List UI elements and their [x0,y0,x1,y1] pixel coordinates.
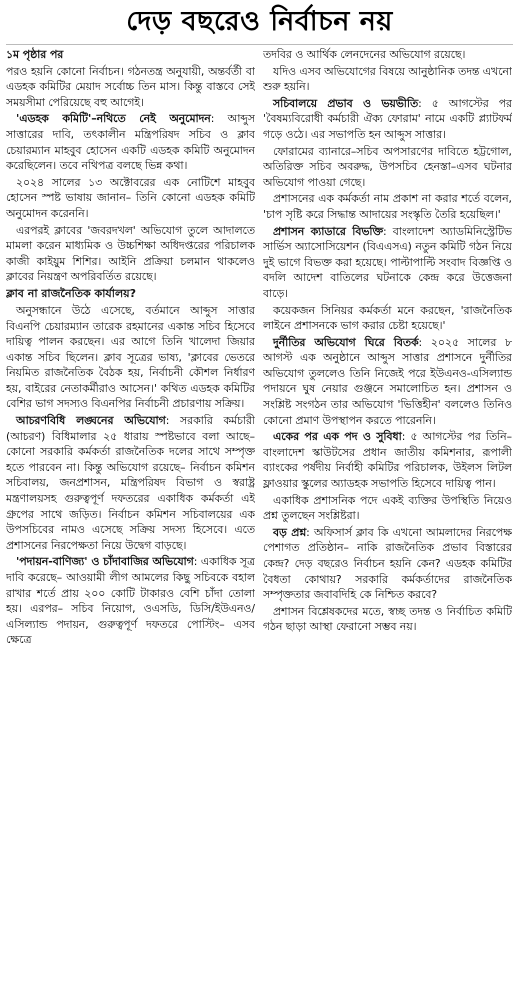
paragraph: পরও হয়নি কোনো নির্বাচন। গঠনতন্ত্র অনুযায়ী, অন্তর্বর্তী বা এডহক কমিটির মেয়াদ সর্বোচ্চ তিন মাস। কিন্তু বাস্তবে সেই সময়সীমা পেরিয়েছে বহু আগেই। [6,64,255,109]
paragraph [263,335,512,429]
article-columns [6,47,513,977]
paragraph: অনুসন্ধানে উঠে এসেছে, বর্তমানে আব্দুস সাত্তার বিএনপি চেয়ারম্যান তারেক রহমানের একান্ত সচিব হিসেবে দায়িত্ব পালন করছেন। এর আগে তিনি খালেদা জিয়ার একান্ত সচিব ছিলেন। ক্লাব সূত্রের ভাষ্য, 'ক্লাবের ভেতরে নিয়মিত রাজনৈতিক বৈঠক হয়, নির্বাচনী কৌশল নির্ধারণ হয়, বাইরের নেতাকর্মীরাও আসেন।' কথিত এডহক কমিটির বেশির ভাগ সদস্যও বিএনপির নির্বাচনী প্রচারণায় সক্রিয়। [6,303,255,411]
paragraph [6,554,255,648]
paragraph [6,413,255,553]
paragraph: প্রশাসন বিশ্লেষকদের মতে, স্বচ্ছ তদন্ত ও নির্বাচিত কমিটি গঠন ছাড়া আস্থা ফেরানো সম্ভব নয়। [263,604,512,634]
paragraph-text: : সরকারি কর্মচারী (আচরণ) বিধিমালার ২৫ ধারায় স্পষ্টভাবে বলা আছে– কোনো সরকারি কর্মকর্তা রাজনৈতিক দলের সাথে সম্পৃক্ত হতে পারবেন না। কিন্তু অভিযোগ রয়েছে– নির্বাচন কমিশন সচিবালয়, জনপ্রশাসন, মন্ত্রিপরিষদ বিভাগ ও স্বরাষ্ট্র মন্ত্রণালয়সহ গুরুত্বপূর্ণ দফতরের একাধিক কর্মকর্তা এই গ্রুপের সাথে জড়িত। নির্বাচন কমিশন সচিবালয়ের এক উপসচিবের নামও এসেছে সক্রিয় সদস্য হিসেবে। এতে প্রশাসনের নিরপেক্ষতা নিয়ে উদ্বেগ বাড়ছে। [6,414,255,552]
paragraph [263,525,512,603]
subheading: একের পর এক পদ ও সুবিধা [273,430,402,444]
right-column [263,47,512,977]
subheading: বড় প্রশ্ন [273,525,307,539]
left-column [6,47,255,977]
paragraph-text: : অফিসার্স ক্লাব কি এখনো আমলাদের নিরপেক্ষ পেশাগত প্রতিষ্ঠান– নাকি রাজনৈতিক প্রভাব বিস্তারের কেন্দ্র? দেড় বছরেও নির্বাচন হয়নি কেন? এডহক কমিটির বৈধতা কোথায়? সরকারি কর্মকর্তাদের রাজনৈতিক সম্পৃক্ততার জবাবদিহি কে নিশ্চিত করবে? [263,525,512,602]
paragraph [263,429,512,491]
subheading: 'পদায়ন-বাণিজ্য' ও চাঁদাবাজির অভিযোগ [16,555,194,569]
paragraph [6,111,255,173]
paragraph-text: : ৫ আগস্টের পর তিনি– বাংলাদেশ স্কাউটসের প্রধান জাতীয় কমিশনার, রূপালী ব্যাংকের পর্ষদীয় নির্বাহী কমিটির পরিচালক, উইলস লিটল ফ্লাওয়ার স্কুলের অ্যাডহক সভাপতি হিসেবে দায়িত্ব পান। [263,430,512,491]
paragraph: ২০২৪ সালের ১৩ অক্টোবরের এক নোটিশে মাহবুব হোসেন স্পষ্ট ভাষায় জানান– তিনি কোনো এডহক কমিটি অনুমোদন করেননি। [6,175,255,220]
subheading: দুর্নীতির অভিযোগ ঘিরে বিতর্ক [273,335,419,349]
paragraph: তদবির ও আর্থিক লেনদেনের অভিযোগ রয়েছে। [263,48,466,61]
subheading: সচিবালয়ে প্রভাব ও ভয়ভীতি [273,96,419,110]
paragraph [6,47,255,63]
paragraph: একাধিক প্রশাসনিক পদে একই ব্যক্তির উপস্থিতি নিয়েও প্রশ্ন তুলছেন সংশ্লিষ্টরা। [263,493,512,523]
paragraph-text: : বাংলাদেশ অ্যাডমিনিস্ট্রেটিভ সার্ভিস অ্যাসোসিয়েশন (বিএএসএ) নতুন কমিটি গঠন নিয়ে দুই ভাগে বিভক্ত করা হয়েছে। পাল্টাপাল্টি সংবাদ বিজ্ঞপ্তি ও বদলি আদেশ বাতিলের ঘটনাকে কেন্দ্র করে উত্তেজনা বাড়ে। [263,224,512,300]
continued-from-label: ১ম পৃষ্ঠার পর [6,48,64,61]
subheading: প্রশাসন ক্যাডারে বিভক্তি [273,224,383,238]
paragraph-text: : ২০২৫ সালের ৮ আগস্ট এক অনুষ্ঠানে আব্দুস সাত্তার প্রশাসনে দুর্নীতির অভিযোগ তুললেও তিনি নিজেই পরে ইউএনও-এসিল্যান্ড পদায়নে ঘুষ নেয়ার গুঞ্জনে সমালোচিত হন। প্রশাসন ও সংশ্লিষ্ট সংগঠন তার অভিযোগ 'ভিত্তিহীন' বললেও তিনিও কোনো প্রমাণ উপস্থাপন করতে পারেননি। [263,335,512,427]
subheading: 'এডহক কমিটি'–নথিতে নেই অনুমোদন [16,112,211,126]
paragraph: প্রশাসনের এক কর্মকর্তা নাম প্রকাশ না করার শর্তে বলেন, 'চাপ সৃষ্টি করে সিদ্ধান্ত আদায়ের সংস্কৃতি তৈরি হয়েছিল।' [263,192,512,221]
paragraph: কয়েকজন সিনিয়র কর্মকর্তা মনে করছেন, 'রাজনৈতিক লাইনে প্রশাসনকে ভাগ করার চেষ্টা হয়েছে।' [263,303,512,333]
headline: দেড় বছরেও নির্বাচন নয় [6,0,513,45]
paragraph [263,96,512,143]
subheading: আচরণবিধি লঙ্ঘনের অভিযোগ [16,414,166,428]
paragraph-text: : ৫ আগস্টের পর 'বৈষম্যবিরোধী কর্মচারী ঐক্য ফোরাম' নামে একটি প্ল্যাটফর্ম গড়ে ওঠে। এর সভাপতি হন আব্দুস সাত্তার। [263,96,512,141]
paragraph-text: : একাধিক সূত্র দাবি করেছে– আওয়ামী লীগ আমলের কিছু সচিবকে বহাল রাখার শর্তে প্রায় ২০০ কোটি টাকারও বেশি চাঁদা তোলা হয়। এরপর– সচিব নিয়োগ, ওএসডি, ডিসি/ইউএনও/এসিল্যান্ড পদায়ন, গুরুত্বপূর্ণ দফতরে পোস্টিং– এসব ক্ষেত্রে [6,555,255,647]
paragraph: ফোরামের ব্যানারে–সচিব অপসারণের দাবিতে হট্টগোল, অতিরিক্ত সচিব অবরুদ্ধ, উপসচিব হেনস্তা–এসব ঘটনার অভিযোগ পাওয়া গেছে। [263,144,512,189]
paragraph [263,224,512,302]
paragraph: এরপরই ক্লাবের 'জবরদখল' অভিযোগ তুলে আদালতে মামলা করেন মাধ্যমিক ও উচ্চশিক্ষা অধিদপ্তরের পরিচালক কাজী কাইয়ুম শিশির। আইনি প্রক্রিয়া চলমান থাকলেও ক্লাবের নিয়ন্ত্রণ অপরিবর্তিত রয়েছে। [6,223,255,284]
subheading: ক্লাব না রাজনৈতিক কার্যালয়? [6,286,137,300]
paragraph: যদিও এসব অভিযোগের বিষয়ে আনুষ্ঠানিক তদন্ত এখনো শুরু হয়নি। [263,64,512,94]
paragraph-text: : আব্দুস সাত্তারের দাবি, তৎকালীন মন্ত্রিপরিষদ সচিব ও ক্লাব চেয়ারম্যান মাহবুব হোসেন একটি এডহক কমিটি অনুমোদন করেছিলেন। তবে নথিপত্র বলছে ভিন্ন কথা। [6,112,255,173]
